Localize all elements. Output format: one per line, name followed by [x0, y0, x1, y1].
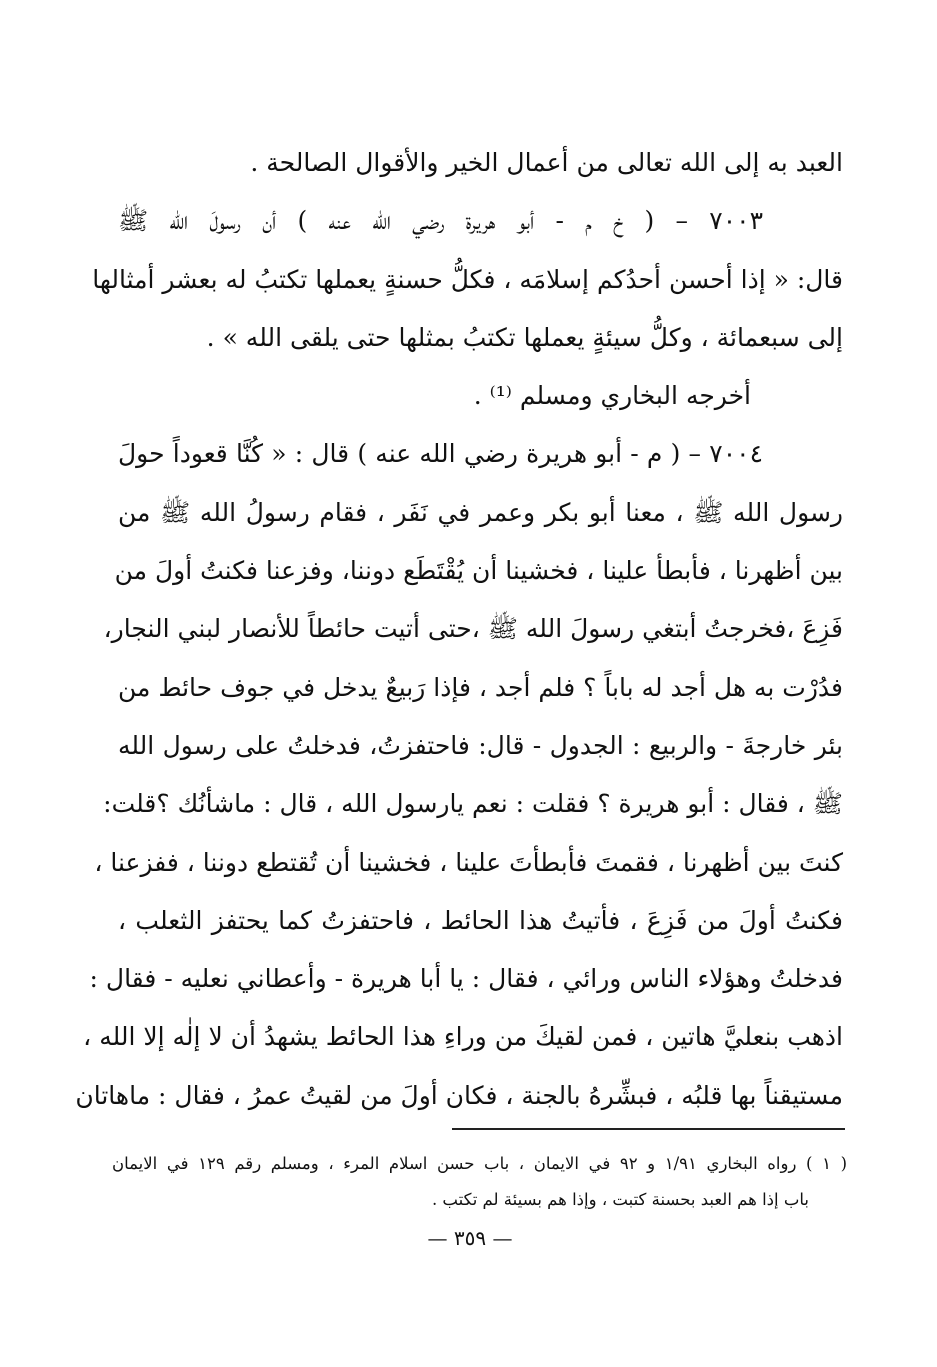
text-line: بين أظهرنا ، فأبطأ علينا ، فخشينا أن يُقْتَطَع دوننا، وفزعنا فكنتُ أولَ من — [114, 556, 843, 586]
text-line: قال: « إذا أحسن أحدُكم إسلامَه ، فكلُّ حسنةٍ يعملها تكتبُ له بعشر أمثالها — [92, 264, 843, 294]
footnote-line: ( ١ ) رواه البخاري ١/٩١ و ٩٢ في الايمان ، باب حسن اسلام المرء ، ومسلم رقم ١٢٩ في الايمان — [112, 1154, 848, 1173]
hadith-7003-heading-line: ٧٠٠٣ – ( خ م - أبو هريرة رضي الله عنه ) أن رسولَ الله ﷺ — [118, 206, 763, 236]
text-line: العبد به إلى الله تعالى من أعمال الخير والأقوال الصالحة . — [250, 148, 843, 177]
text-line: فَزِعَ ،فخرجتُ أبتغي رسولَ الله ﷺ ،حتى أتيت حائطاً للأنصار لبني النجار، — [103, 614, 843, 644]
text-line: إلى سبعمائة ، وكلُّ سيئةٍ يعملها تكتبُ بمثلها حتى يلقى الله » . — [206, 322, 843, 352]
text-line: فدخلتُ وهؤلاء الناس ورائي ، فقال : يا أبا هريرة - وأعطاني نعليه - فقال : — [89, 964, 843, 994]
text-line: اذهب بنعليَّ هاتين ، فمن لقيكَ من وراءِ هذا الحائط يشهدُ أن لا إلٰه إلا الله ، — [83, 1022, 843, 1052]
text-line: ﷺ ، فقال : أبو هريرة ؟ فقلت : نعم يارسول الله ، قال : ماشأنُك ؟قلت: — [103, 789, 843, 819]
main-text — [75, 134, 843, 1125]
text-line: بئر خارجةَ - والربيع : الجدول - قال: فاحتفزتُ، فدخلتُ على رسول الله — [118, 730, 843, 760]
hadith-7004-heading-line: ٧٠٠٤ – ( م - أبو هريرة رضي الله عنه ) قال : « كُنَّا قعوداً حولَ — [118, 439, 763, 469]
source-attribution-line: أخرجه البخاري ومسلم ⁽¹⁾ . — [473, 381, 751, 411]
text-line: مستيقناً بها قلبُه ، فبشِّرهُ بالجنة ، فكان أولَ من لقيتُ عمرُ ، فقال : ماهاتان — [75, 1080, 843, 1110]
footnote-line: باب إذا هم العبد بحسنة كتبت ، وإذا هم بسيئة لم تكتب . — [431, 1190, 809, 1209]
text-line: رسول الله ﷺ ، معنا أبو بكر وعمر في نَفَر ، فقام رسولُ الله ﷺ من — [118, 497, 843, 527]
text-line: فدُرْت به هل أجد له باباً ؟ فلم أجد ، فإذا رَبيعٌ يدخل في جوف حائط من — [118, 672, 843, 702]
page-number: — ٣٥٩ — — [427, 1226, 513, 1250]
text-line: كنتَ بين أظهرنا ، فقمتَ فأبطأتَ علينا ، فخشينا أن تُقتطع دوننا ، ففزعنا ، — [94, 847, 843, 877]
footnote-divider — [452, 1128, 845, 1130]
footnotes — [112, 1146, 847, 1218]
text-line: فكنتُ أولَ من فَزِعَ ، فأتيتُ هذا الحائط ، فاحتفزتُ كما يحتفز الثعلب ، — [118, 905, 843, 935]
